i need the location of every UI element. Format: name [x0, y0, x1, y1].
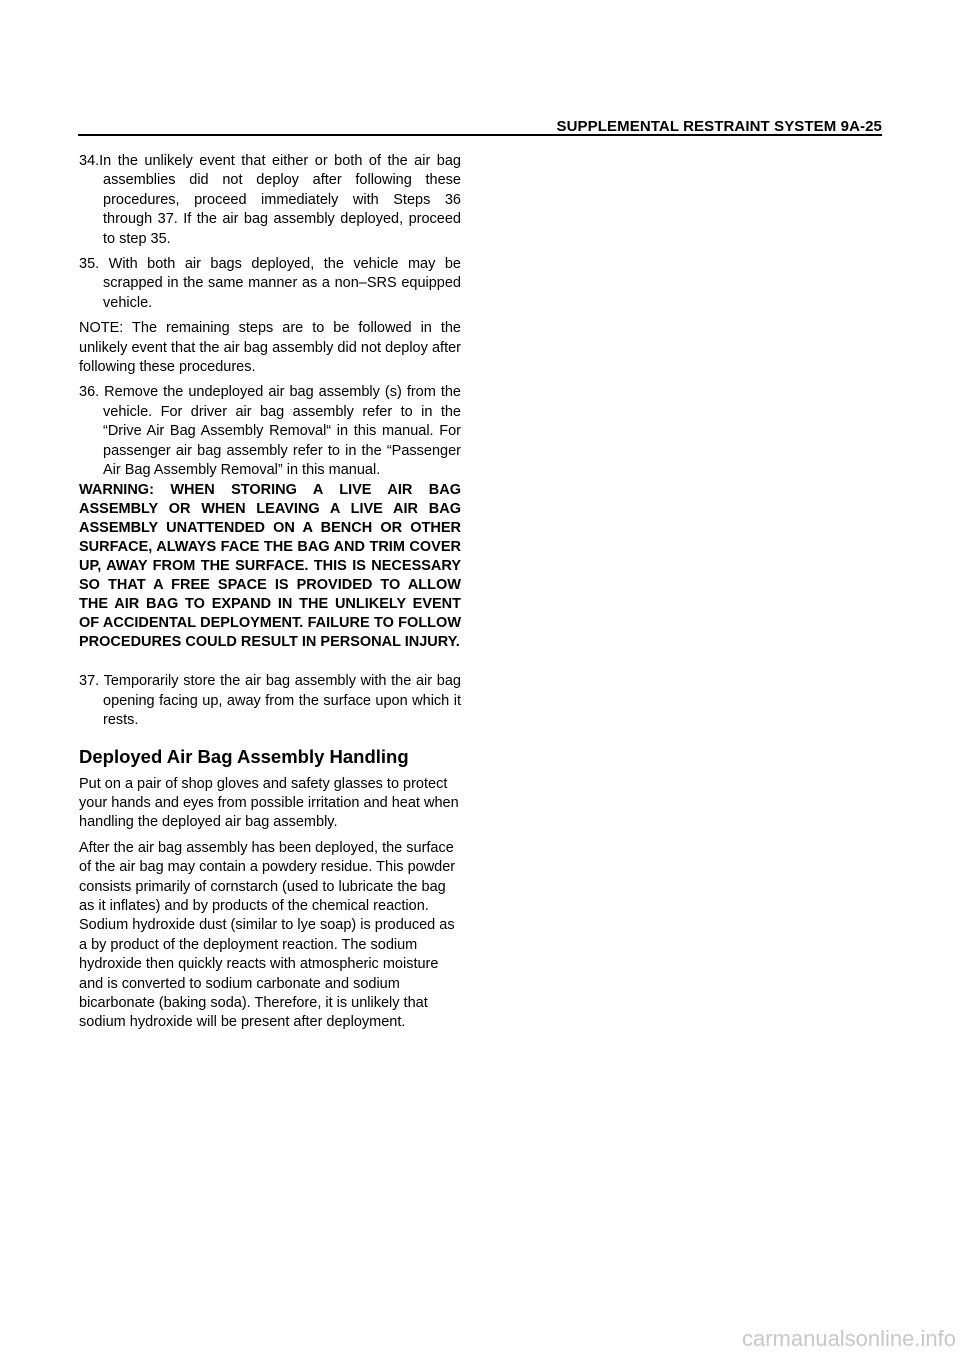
- handling-paragraph-2: After the air bag assembly has been deployed, the surface of the air bag may contain a powdery residue. This powder consists primarily of cornstarch (used to lubricate the bag as it inflates) and by products of the chemical reaction. Sodium hydroxide dust (similar to lye soap) is produced as a by product of the deployment reaction. The sodium hydroxide then quickly reacts with atmospheric moisture and is converted to sodium carbonate and sodium bicarbonate (baking soda). Therefore, it is unlikely that sodium hydroxide will be present after deployment.: [79, 839, 456, 1031]
- section-title: Deployed Air Bag Assembly Handling: [79, 745, 409, 767]
- page-content: [79, 152, 461, 1039]
- warning-paragraph: WARNING: WHEN STORING A LIVE AIR BAG ASSEMBLY OR WHEN LEAVING A LIVE AIR BAG ASSEMBLY UNATTENDED ON A BENCH OR OTHER SURFACE, ALWAYS FACE THE BAG AND TRIM COVER UP, AWAY FROM THE SURFACE. THIS IS NECESSARY SO THAT A FREE SPACE IS PROVIDED TO ALLOW THE AIR BAG TO EXPAND IN THE UNLIKELY EVENT OF ACCIDENTAL DEPLOYMENT. FAILURE TO FOLLOW PROCEDURES COULD RESULT IN PERSONAL INJURY.: [79, 481, 461, 651]
- handling-paragraph-1: Put on a pair of shop gloves and safety glasses to protect your hands and eyes from possible irritation and heat when handling the deployed air bag assembly.: [79, 775, 459, 831]
- note-paragraph: NOTE: The remaining steps are to be followed in the unlikely event that the air bag assembly did not deploy after following these procedures.: [79, 320, 461, 376]
- watermark-text: carmanualsonline.info: [741, 1326, 956, 1351]
- page-header-title: SUPPLEMENTAL RESTRAINT SYSTEM 9A-25: [556, 118, 882, 135]
- step-36: 36. Remove the undeployed air bag assembly (s) from the vehicle. For driver air bag assembly refer to in the “Drive Air Bag Assembly Removal“ in this manual. For passenger air bag assembly refer to in the “Passenger Air Bag Assembly Removal” in this manual.: [79, 384, 461, 479]
- page-header: [78, 114, 882, 136]
- step-35: 35. With both air bags deployed, the vehicle may be scrapped in the same manner as a non–SRS equipped vehicle.: [79, 256, 461, 311]
- step-37: 37. Temporarily store the air bag assembly with the air bag opening facing up, away from the surface upon which it rests.: [79, 673, 461, 729]
- header-rule: [78, 134, 882, 136]
- step-34: 34.In the unlikely event that either or both of the air bag assemblies did not deploy after following these procedures, proceed immediately with Steps 36 through 37. If the air bag assembly deployed, proceed to step 35.: [79, 153, 461, 247]
